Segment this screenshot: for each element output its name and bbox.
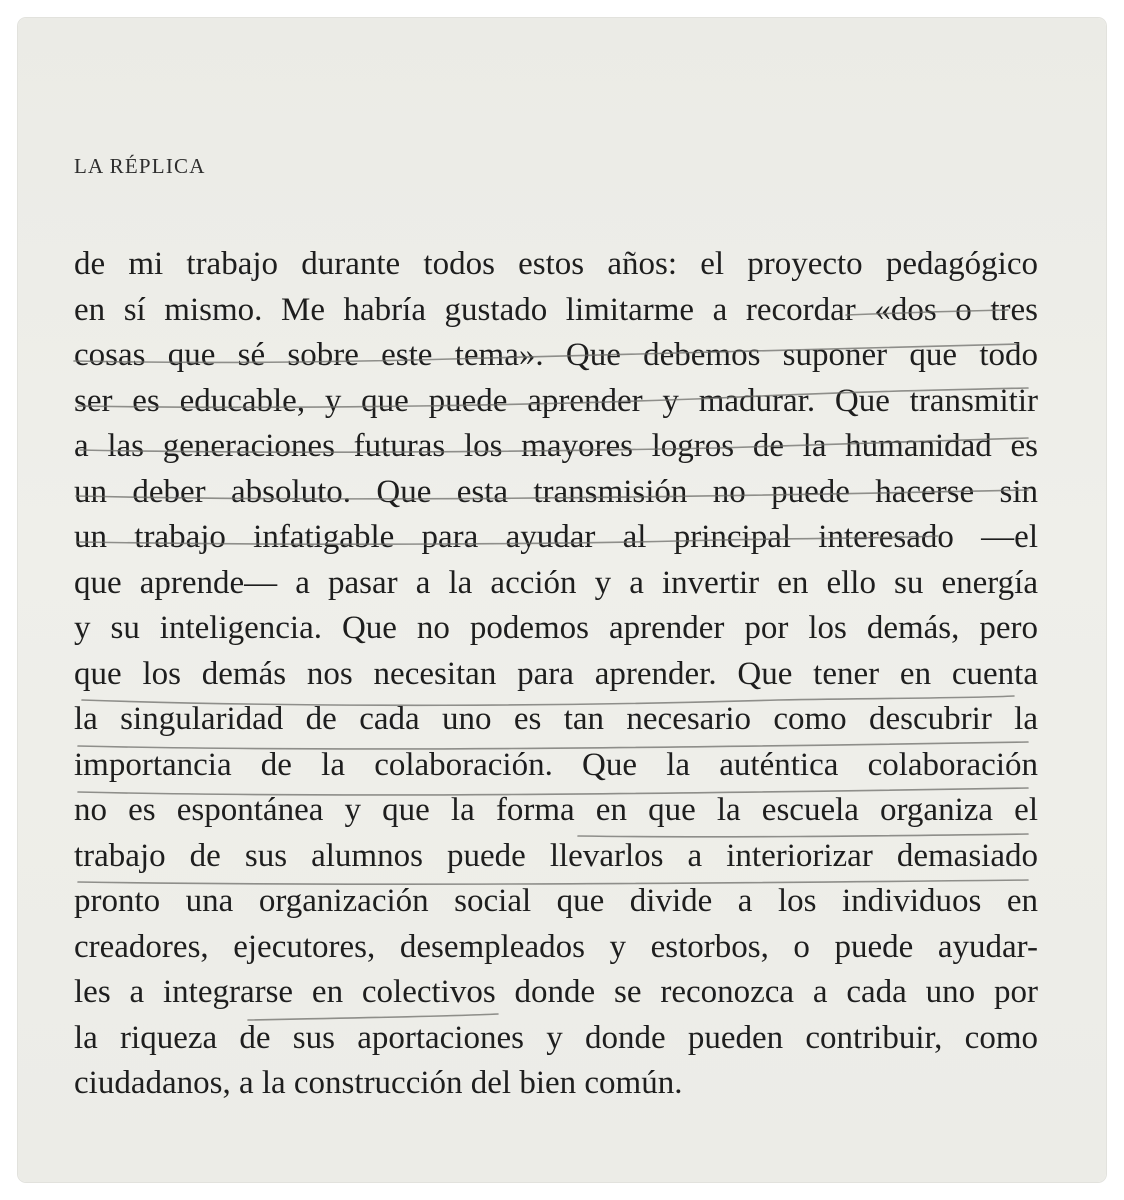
text-line: un trabajo infatigable para ayudar al principal interesado —el	[74, 519, 1038, 555]
text-line: no es espontánea y que la forma en que la escuela organiza el	[74, 792, 1038, 828]
text-line: a las generaciones futuras los mayores logros de la humanidad es	[74, 428, 1038, 464]
body-text	[74, 242, 1038, 1107]
text-line: en sí mismo. Me habría gustado limitarme a recordar «dos o tres	[74, 291, 1038, 328]
text-line: la singularidad de cada uno es tan necesario como descubrir la	[74, 701, 1038, 737]
text-line: ciudadanos, a la construcción del bien común.	[74, 1065, 683, 1101]
text-line: pronto una organización social que divide a los individuos en	[74, 883, 1038, 919]
running-head: LA RÉPLICA	[74, 154, 206, 178]
text-line: que los demás nos necesitan para aprender. Que tener en cuenta	[74, 655, 1038, 692]
text-line: les a integrarse en colectivos donde se reconozca a cada uno por	[74, 974, 1038, 1010]
text-line: y su inteligencia. Que no podemos aprender por los demás, pero	[74, 610, 1038, 646]
book-page	[18, 18, 1106, 1182]
text-line: de mi trabajo durante todos estos años: el proyecto pedagógico	[74, 246, 1038, 282]
text-line: cosas que sé sobre este tema». Que debemos suponer que todo	[74, 337, 1038, 373]
text-line: creadores, ejecutores, desempleados y estorbos, o puede ayudar-	[74, 928, 1038, 965]
text-line: trabajo de sus alumnos puede llevarlos a interiorizar demasiado	[74, 837, 1038, 874]
text-line: la riqueza de sus aportaciones y donde pueden contribuir, como	[74, 1019, 1038, 1056]
text-line: un deber absoluto. Que esta transmisión no puede hacerse sin	[74, 473, 1038, 510]
text-line: ser es educable, y que puede aprender y madurar. Que transmitir	[74, 382, 1038, 419]
text-line: que aprende— a pasar a la acción y a invertir en ello su energía	[74, 564, 1038, 601]
text-line: importancia de la colaboración. Que la auténtica colaboración	[74, 746, 1038, 783]
